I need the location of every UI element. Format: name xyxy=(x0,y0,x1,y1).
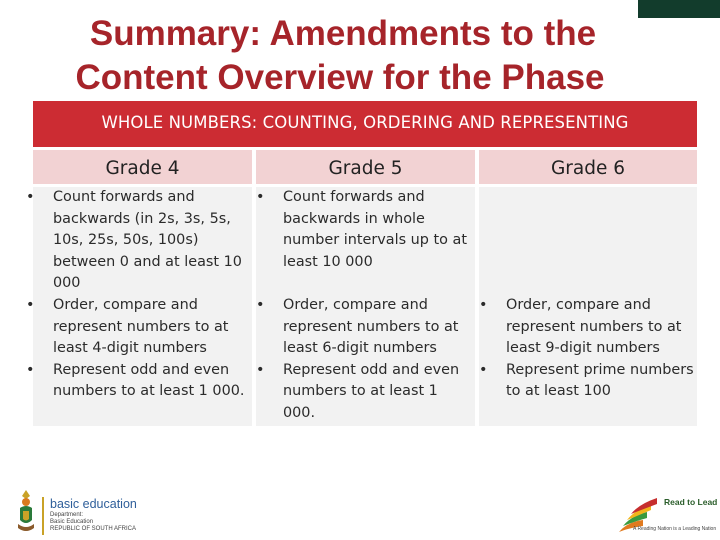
header-grade-4: Grade 4 xyxy=(33,150,252,184)
header-grade-5: Grade 5 xyxy=(256,150,475,184)
dbe-sub-1: Department: xyxy=(50,512,84,518)
title-line-2: Content Overview for the Phase xyxy=(75,58,605,97)
dbe-sub-2: Basic Education xyxy=(50,519,94,525)
topic-banner: WHOLE NUMBERS: COUNTING, ORDERING AND REPRESENTING xyxy=(33,101,697,147)
dbe-name: basic education xyxy=(50,497,137,511)
header-grade-6: Grade 6 xyxy=(479,150,697,184)
dbe-sub xyxy=(50,512,136,533)
dbe-sub-3: REPUBLIC OF SOUTH AFRICA xyxy=(50,526,137,532)
list-item: • Represent odd and even numbers to at least 1 000. xyxy=(26,360,248,403)
grade-5-list-b xyxy=(256,295,468,425)
grade-6-list xyxy=(479,295,701,403)
slide-title xyxy=(0,12,680,100)
rtl-title: Read to Lead xyxy=(664,497,718,507)
grade-5-list-a xyxy=(256,187,468,273)
list-item: • Order, compare and represent numbers to at least 6-digit numbers xyxy=(256,295,468,360)
title-line-1: Summary: Amendments to the xyxy=(89,14,597,53)
coat-of-arms-logo xyxy=(14,488,38,536)
list-item: • Represent prime numbers to at least 100 xyxy=(479,360,701,403)
list-item: • Order, compare and represent numbers to at least 4-digit numbers xyxy=(26,295,248,360)
list-item: • Count forwards and backwards in whole number intervals up to at least 10 000 xyxy=(256,187,468,273)
grade-table xyxy=(33,150,697,426)
logo-divider xyxy=(42,497,44,535)
footer xyxy=(0,470,720,540)
list-item: • Represent odd and even numbers to at least 1 000. xyxy=(256,360,468,425)
list-item: • Order, compare and represent numbers to at least 9-digit numbers xyxy=(479,295,701,360)
grade-4-list xyxy=(26,187,248,403)
rtl-tagline: A Reading Nation is a Leading Nation xyxy=(633,526,717,532)
list-item: • Count forwards and backwards (in 2s, 3s, 5s, 10s, 25s, 50s, 100s) between 0 and at least 10 000 xyxy=(26,187,248,295)
